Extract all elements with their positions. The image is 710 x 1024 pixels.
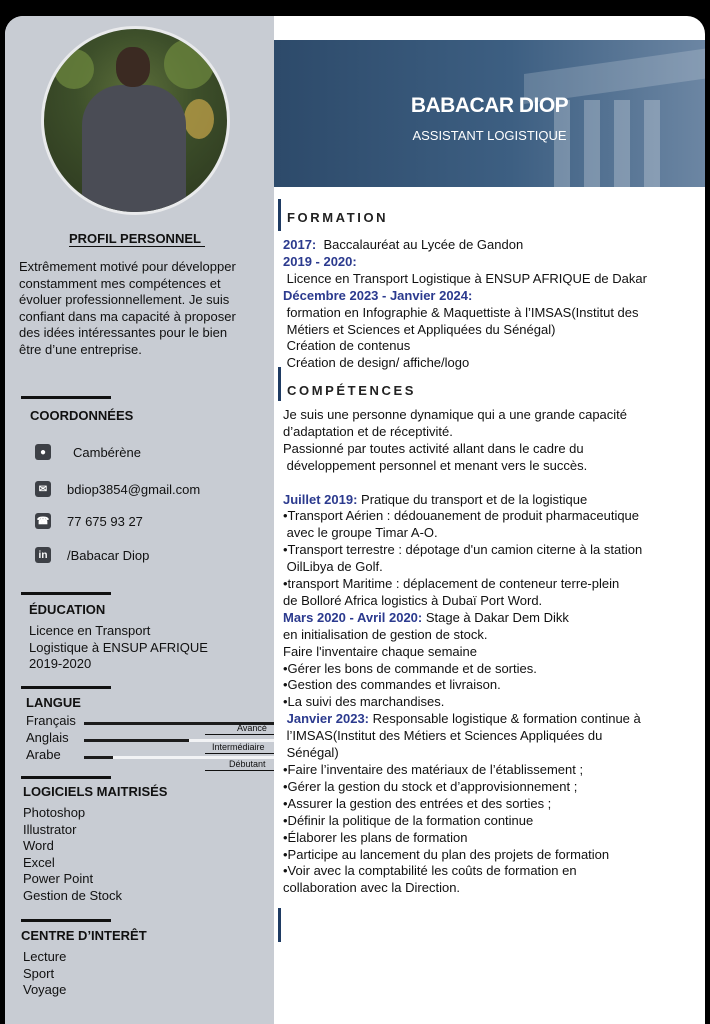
line-text: l’IMSAS(Institut des Métiers et Sciences Appliquées du: [283, 728, 603, 744]
line-text: Responsable logistique & formation continue à: [369, 711, 641, 727]
language-name: Français: [26, 713, 76, 728]
profil-line: des idées intéressantes pour le bien: [19, 325, 228, 341]
line-text: •Gérer la gestion du stock et d’approvisionnement ;: [283, 778, 578, 794]
level-rule: [205, 753, 274, 754]
phone-icon: ☎: [35, 513, 51, 529]
line-text: d’adaptation et de réceptivité.: [283, 423, 453, 439]
text-line: [283, 542, 703, 559]
text-line: [283, 880, 703, 897]
person-name: BABACAR DIOP: [410, 94, 569, 117]
language-name: Arabe: [26, 747, 61, 762]
contact-row: [35, 513, 143, 529]
langue-title: LANGUE: [26, 695, 81, 710]
text-line: [283, 271, 701, 288]
logiciel-item: Excel: [23, 854, 55, 870]
sidebar: [5, 16, 274, 1024]
language-bar-fill: [84, 739, 189, 742]
linkedin-icon: in: [35, 547, 51, 563]
logiciel-item: Illustrator: [23, 821, 77, 837]
text-line: [283, 441, 703, 458]
text-line: [283, 305, 701, 322]
contact-row: [35, 444, 141, 460]
text-line: [283, 711, 703, 728]
level-rule: [205, 734, 274, 735]
text-line: [283, 525, 703, 542]
line-text: •Participe au lancement du plan des projets de formation: [283, 846, 610, 862]
line-text: •Voir avec la comptabilité les coûts de formation en: [283, 863, 577, 879]
text-line: [283, 237, 701, 254]
line-text: Je suis une personne dynamique qui a une grande capacité: [283, 407, 628, 422]
date-label: Mars 2020 - Avril 2020:: [283, 609, 423, 625]
text-line: [283, 355, 701, 372]
date-label: Juillet 2019:: [283, 491, 358, 507]
language-name: Anglais: [26, 730, 69, 745]
text-line: [283, 847, 703, 864]
text-line: [283, 694, 703, 711]
accent-bar: [278, 367, 281, 401]
date-label: 2019 - 2020:: [283, 253, 357, 269]
accent-bar: [278, 199, 281, 231]
coordonnees-title: COORDONNÉES: [30, 408, 134, 423]
text-line: [283, 254, 701, 271]
profile-photo: [41, 26, 230, 215]
contact-text: /Babacar Diop: [67, 547, 150, 563]
text-line: [283, 475, 703, 492]
line-text: collaboration avec la Direction.: [283, 880, 461, 896]
contact-text: Cambérène: [73, 444, 141, 460]
profil-line: évoluer professionnellement. Je suis: [19, 292, 230, 308]
text-line: [283, 779, 703, 796]
profil-title: PROFIL PERSONNEL: [69, 231, 201, 246]
level-label: Avancé: [237, 723, 267, 733]
text-line: [283, 830, 703, 847]
text-line: [283, 762, 703, 779]
location-icon: ●: [35, 444, 51, 460]
email-icon: ✉: [35, 481, 51, 497]
text-line: [283, 796, 703, 813]
text-line: [283, 745, 703, 762]
line-text: •Gérer les bons de commande et de sorties.: [283, 660, 537, 676]
text-line: [283, 322, 701, 339]
logiciels-title: LOGICIELS MAITRISÉS: [23, 784, 168, 799]
profil-line: Extrêmement motivé pour développer: [19, 259, 236, 274]
line-text: •Définir la politique de la formation continue: [283, 812, 534, 828]
contact-row: [35, 481, 200, 497]
text-line: [283, 593, 703, 610]
line-text: avec le groupe Timar A-O.: [283, 525, 438, 541]
logiciel-item: Power Point: [23, 871, 94, 887]
text-line: [283, 288, 701, 305]
text-line: [283, 338, 701, 355]
line-text: •Gestion des commandes et livraison.: [283, 677, 501, 693]
text-line: [283, 644, 703, 661]
line-text: •Élaborer les plans de formation: [283, 829, 468, 845]
formation-title: FORMATION: [287, 210, 389, 225]
education-text: [29, 623, 208, 673]
education-title: ÉDUCATION: [29, 602, 106, 617]
line-text: •Assurer la gestion des entrées et des sorties ;: [283, 795, 552, 811]
interet-item: Voyage: [23, 982, 67, 998]
text-line: [283, 407, 703, 424]
line-text: Licence en Transport Logistique à ENSUP AFRIQUE de Dakar: [283, 270, 647, 286]
level-label: Débutant: [229, 759, 266, 769]
logiciels-list: [23, 805, 122, 905]
text-line: [283, 576, 703, 593]
line-text: •Faire l’inventaire des matériaux de l’établissement ;: [283, 762, 584, 778]
date-label: 2017:: [283, 237, 317, 252]
line-text: •Transport terrestre : dépotage d'un camion citerne à la station: [283, 542, 643, 558]
interet-title: CENTRE D’INTERÊT: [21, 928, 147, 943]
line-text: OilLibya de Golf.: [283, 559, 383, 575]
formation-text: [283, 237, 701, 372]
text-line: [283, 492, 703, 509]
text-line: [283, 424, 703, 441]
level-rule: [205, 770, 274, 771]
text-line: [283, 627, 703, 644]
text-line: [283, 610, 703, 627]
text-line: [283, 728, 703, 745]
line-text: Métiers et Sciences et Appliquées du Sénégal): [283, 321, 556, 337]
line-text: Faire l'inventaire chaque semaine: [283, 643, 477, 659]
education-line: Licence en Transport: [29, 623, 151, 638]
contact-text: bdiop3854@gmail.com: [67, 481, 201, 497]
interet-list: [23, 949, 66, 999]
line-text: Création de design/ affiche/logo: [283, 355, 470, 371]
profil-line: être d’une entreprise.: [19, 341, 142, 357]
text-line: [283, 661, 703, 678]
text-line: [283, 559, 703, 576]
contact-row: [35, 547, 149, 563]
logiciel-item: Word: [23, 838, 54, 854]
line-text: •transport Maritime : déplacement de conteneur terre-plein: [283, 576, 620, 592]
person-role: ASSISTANT LOGISTIQUE: [412, 128, 567, 143]
header-banner: [274, 40, 705, 187]
line-text: Stage à Dakar Dem Dikk: [422, 609, 569, 625]
date-label: Décembre 2023 - Janvier 2024:: [283, 287, 473, 303]
line-text: Passionné par toutes activité allant dans le cadre du: [283, 440, 584, 456]
competences-text: [283, 407, 703, 897]
line-text: Sénégal): [283, 745, 339, 761]
contact-text: 77 675 93 27: [67, 513, 143, 529]
line-text: formation en Infographie & Maquettiste à l’IMSAS(Institut des: [283, 304, 639, 320]
cv-page: [5, 16, 705, 1024]
profil-line: constamment mes compétences et: [19, 275, 221, 291]
logiciel-item: Gestion de Stock: [23, 887, 122, 903]
text-line: [283, 863, 703, 880]
text-line: [283, 508, 703, 525]
date-label: Janvier 2023:: [283, 711, 370, 727]
interet-item: Lecture: [23, 949, 67, 964]
education-line: Logistique à ENSUP AFRIQUE: [29, 639, 208, 655]
line-text: en initialisation de gestion de stock.: [283, 626, 488, 642]
profil-line: confiant dans ma capacité à proposer: [19, 308, 236, 324]
text-line: [283, 458, 703, 475]
line-text: Baccalauréat au Lycée de Gandon: [316, 237, 524, 252]
logiciel-item: Photoshop: [23, 805, 86, 820]
accent-bar: [278, 908, 281, 942]
line-text: Pratique du transport et de la logistique: [357, 491, 588, 507]
competences-title: COMPÉTENCES: [287, 383, 417, 398]
level-label: Intermédiaire: [212, 742, 265, 752]
line-text: •Transport Aérien : dédouanement de produit pharmaceutique: [283, 508, 640, 524]
line-text: •La suivi des marchandises.: [283, 694, 445, 710]
interet-item: Sport: [23, 965, 55, 981]
text-line: [283, 813, 703, 830]
education-line: 2019-2020: [29, 656, 92, 672]
line-text: développement personnel et menant vers le succès.: [283, 457, 588, 473]
line-text: de Bolloré Africa logistics à Dubaï Port Word.: [283, 592, 543, 608]
language-bar-fill: [84, 756, 113, 759]
profil-text: [19, 259, 269, 359]
line-text: Création de contenus: [283, 338, 411, 354]
text-line: [283, 677, 703, 694]
